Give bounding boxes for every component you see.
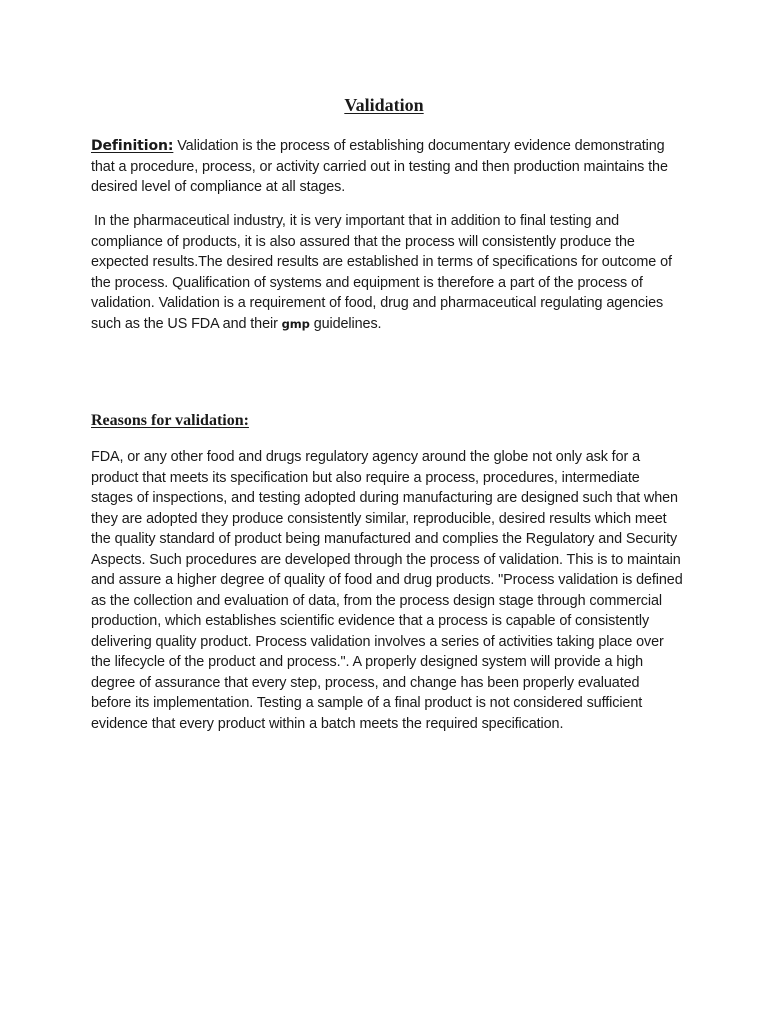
document-title-text: Validation: [344, 95, 424, 115]
document-title: [0, 94, 768, 116]
definition-text: Validation is the process of establishing documentary evidence demonstrating that a procedure, process, or activity carried out in testing and then production maintains the desired level of compliance at all stages.: [91, 138, 668, 195]
reasons-paragraph: FDA, or any other food and drugs regulatory agency around the globe not only ask for a product that meets its specification but also require a process, procedures, intermediate stages of inspections, and testing adopted during manufacturing are designed such that when they are adopted they produce consistently similar, reproducible, desired results which meet the quality standard of product being manufactured and complies the Regulatory and Security Aspects. Such procedures are developed through the process of validation. This is to maintain and assure a higher degree of quality of food and drug products. "Process validation is defined as the collection and evaluation of data, from the process design stage through commercial production, which establishes scientific evidence that a process is capable of consistently delivering quality product. Process validation involves a series of activities taking place over the lifecycle of the product and process.". A properly designed system will provide a high degree of assurance that every step, process, and change has been properly evaluated before its implementation. Testing a sample of a final product is not considered sufficient evidence that every product within a batch meets the required specification.: [91, 449, 683, 732]
definition-label: Definition:: [91, 138, 174, 154]
reasons-heading: Reasons for validation:: [91, 412, 249, 429]
pharma-paragraph: [91, 211, 683, 334]
gmp-term: gmp: [281, 316, 310, 331]
pharma-text-before: In the pharmaceutical industry, it is very important that in addition to final testing and compliance of products, it is also assured that the process will consistently produce the expected results.The desired results are established in terms of specifications for outcome of the process. Qualification of systems and equipment is therefore a part of the process of validation. Validation is a requirement of food, drug and pharmaceutical regulating agencies such as the US FDA and their: [91, 213, 672, 332]
definition-paragraph: [91, 136, 683, 198]
pharma-text-after: guidelines.: [309, 315, 382, 332]
